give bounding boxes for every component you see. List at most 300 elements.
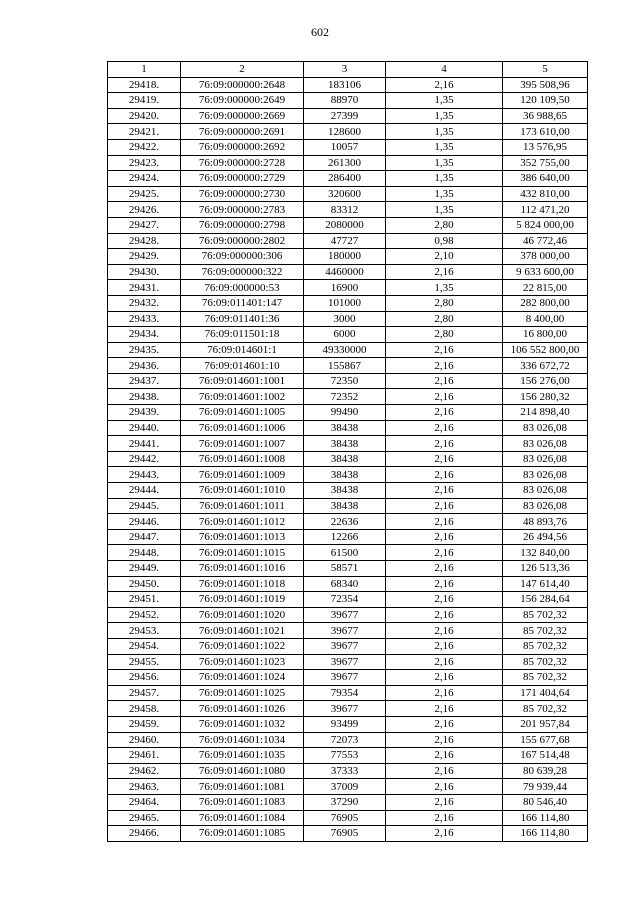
table-row	[108, 280, 588, 296]
amount-cell: 16 800,00	[503, 327, 588, 343]
row-number-cell: 29447.	[108, 529, 181, 545]
cadastral-number-cell: 76:09:014601:1015	[181, 545, 304, 561]
row-number-cell: 29466.	[108, 826, 181, 842]
coefficient-cell: 2,16	[386, 670, 503, 686]
table-row	[108, 217, 588, 233]
row-number-cell: 29449.	[108, 561, 181, 577]
value-cell: 88970	[304, 93, 386, 109]
cadastral-number-cell: 76:09:014601:1009	[181, 467, 304, 483]
cadastral-number-cell: 76:09:014601:1024	[181, 670, 304, 686]
cadastral-number-cell: 76:09:014601:1021	[181, 623, 304, 639]
row-number-cell: 29424.	[108, 171, 181, 187]
amount-cell: 13 576,95	[503, 139, 588, 155]
cadastral-number-cell: 76:09:000000:2729	[181, 171, 304, 187]
cadastral-number-cell: 76:09:011401:36	[181, 311, 304, 327]
coefficient-cell: 2,16	[386, 685, 503, 701]
amount-cell: 85 702,32	[503, 701, 588, 717]
row-number-cell: 29429.	[108, 249, 181, 265]
cadastral-number-cell: 76:09:014601:1026	[181, 701, 304, 717]
row-number-cell: 29418.	[108, 77, 181, 93]
coefficient-cell: 2,16	[386, 467, 503, 483]
value-cell: 76905	[304, 826, 386, 842]
coefficient-cell: 2,16	[386, 592, 503, 608]
amount-cell: 336 672,72	[503, 358, 588, 374]
table-row	[108, 358, 588, 374]
cadastral-number-cell: 76:09:011401:147	[181, 295, 304, 311]
coefficient-cell: 2,16	[386, 498, 503, 514]
cadastral-number-cell: 76:09:000000:2728	[181, 155, 304, 171]
value-cell: 320600	[304, 186, 386, 202]
coefficient-cell: 2,16	[386, 405, 503, 421]
amount-cell: 83 026,08	[503, 436, 588, 452]
cadastral-number-cell: 76:09:014601:10	[181, 358, 304, 374]
column-header-5: 5	[503, 62, 588, 78]
cadastral-number-cell: 76:09:000000:2691	[181, 124, 304, 140]
cadastral-number-cell: 76:09:014601:1007	[181, 436, 304, 452]
coefficient-cell: 2,80	[386, 327, 503, 343]
amount-cell: 8 400,00	[503, 311, 588, 327]
value-cell: 58571	[304, 561, 386, 577]
amount-cell: 166 114,80	[503, 826, 588, 842]
coefficient-cell: 2,16	[386, 342, 503, 358]
amount-cell: 112 471,20	[503, 202, 588, 218]
amount-cell: 156 284,64	[503, 592, 588, 608]
coefficient-cell: 2,10	[386, 249, 503, 265]
amount-cell: 201 957,84	[503, 716, 588, 732]
table-row	[108, 685, 588, 701]
value-cell: 286400	[304, 171, 386, 187]
amount-cell: 85 702,32	[503, 670, 588, 686]
cadastral-number-cell: 76:09:014601:1019	[181, 592, 304, 608]
amount-cell: 378 000,00	[503, 249, 588, 265]
amount-cell: 214 898,40	[503, 405, 588, 421]
cadastral-number-cell: 76:09:014601:1085	[181, 826, 304, 842]
table-row	[108, 748, 588, 764]
row-number-cell: 29448.	[108, 545, 181, 561]
table-row	[108, 202, 588, 218]
amount-cell: 46 772,46	[503, 233, 588, 249]
value-cell: 37333	[304, 763, 386, 779]
row-number-cell: 29446.	[108, 514, 181, 530]
value-cell: 99490	[304, 405, 386, 421]
cadastral-number-cell: 76:09:000000:2798	[181, 217, 304, 233]
cadastral-number-cell: 76:09:000000:53	[181, 280, 304, 296]
table-row	[108, 108, 588, 124]
amount-cell: 106 552 800,00	[503, 342, 588, 358]
row-number-cell: 29432.	[108, 295, 181, 311]
coefficient-cell: 2,16	[386, 420, 503, 436]
cadastral-number-cell: 76:09:000000:2730	[181, 186, 304, 202]
table-row	[108, 623, 588, 639]
value-cell: 72354	[304, 592, 386, 608]
value-cell: 101000	[304, 295, 386, 311]
coefficient-cell: 2,16	[386, 779, 503, 795]
table-row	[108, 561, 588, 577]
cadastral-number-cell: 76:09:014601:1016	[181, 561, 304, 577]
amount-cell: 85 702,32	[503, 638, 588, 654]
value-cell: 49330000	[304, 342, 386, 358]
cadastral-number-cell: 76:09:000000:2783	[181, 202, 304, 218]
table-row	[108, 607, 588, 623]
column-header-3: 3	[304, 62, 386, 78]
table-row	[108, 514, 588, 530]
row-number-cell: 29462.	[108, 763, 181, 779]
value-cell: 76905	[304, 810, 386, 826]
amount-cell: 48 893,76	[503, 514, 588, 530]
table-row	[108, 529, 588, 545]
table-row	[108, 826, 588, 842]
value-cell: 38438	[304, 498, 386, 514]
coefficient-cell: 1,35	[386, 108, 503, 124]
cadastral-number-cell: 76:09:014601:1020	[181, 607, 304, 623]
cadastral-number-cell: 76:09:014601:1084	[181, 810, 304, 826]
row-number-cell: 29434.	[108, 327, 181, 343]
value-cell: 79354	[304, 685, 386, 701]
cadastral-number-cell: 76:09:000000:2669	[181, 108, 304, 124]
table-row	[108, 295, 588, 311]
coefficient-cell: 2,80	[386, 217, 503, 233]
value-cell: 37009	[304, 779, 386, 795]
amount-cell: 5 824 000,00	[503, 217, 588, 233]
cadastral-number-cell: 76:09:014601:1018	[181, 576, 304, 592]
table-row	[108, 327, 588, 343]
cadastral-number-cell: 76:09:014601:1013	[181, 529, 304, 545]
cadastral-number-cell: 76:09:014601:1012	[181, 514, 304, 530]
row-number-cell: 29460.	[108, 732, 181, 748]
table-row	[108, 467, 588, 483]
row-number-cell: 29421.	[108, 124, 181, 140]
cadastral-number-cell: 76:09:014601:1081	[181, 779, 304, 795]
amount-cell: 166 114,80	[503, 810, 588, 826]
row-number-cell: 29425.	[108, 186, 181, 202]
amount-cell: 83 026,08	[503, 498, 588, 514]
row-number-cell: 29459.	[108, 716, 181, 732]
cadastral-number-cell: 76:09:000000:2692	[181, 139, 304, 155]
row-number-cell: 29436.	[108, 358, 181, 374]
coefficient-cell: 2,16	[386, 358, 503, 374]
value-cell: 39677	[304, 638, 386, 654]
cadastral-number-cell: 76:09:000000:322	[181, 264, 304, 280]
coefficient-cell: 2,16	[386, 483, 503, 499]
coefficient-cell: 2,16	[386, 716, 503, 732]
row-number-cell: 29452.	[108, 607, 181, 623]
row-number-cell: 29456.	[108, 670, 181, 686]
value-cell: 38438	[304, 451, 386, 467]
table-row	[108, 779, 588, 795]
value-cell: 68340	[304, 576, 386, 592]
coefficient-cell: 2,16	[386, 545, 503, 561]
table-row	[108, 576, 588, 592]
column-header-4: 4	[386, 62, 503, 78]
row-number-cell: 29427.	[108, 217, 181, 233]
table-row	[108, 311, 588, 327]
value-cell: 38438	[304, 483, 386, 499]
coefficient-cell: 2,16	[386, 794, 503, 810]
coefficient-cell: 1,35	[386, 155, 503, 171]
amount-cell: 167 514,48	[503, 748, 588, 764]
cadastral-number-cell: 76:09:014601:1002	[181, 389, 304, 405]
amount-cell: 80 639,28	[503, 763, 588, 779]
cadastral-number-cell: 76:09:014601:1011	[181, 498, 304, 514]
value-cell: 261300	[304, 155, 386, 171]
coefficient-cell: 2,16	[386, 638, 503, 654]
row-number-cell: 29441.	[108, 436, 181, 452]
column-header-1: 1	[108, 62, 181, 78]
amount-cell: 173 610,00	[503, 124, 588, 140]
table-row	[108, 373, 588, 389]
value-cell: 61500	[304, 545, 386, 561]
value-cell: 83312	[304, 202, 386, 218]
cadastral-number-cell: 76:09:000000:2649	[181, 93, 304, 109]
coefficient-cell: 2,16	[386, 576, 503, 592]
table-row	[108, 155, 588, 171]
amount-cell: 156 276,00	[503, 373, 588, 389]
table-row	[108, 545, 588, 561]
amount-cell: 126 513,36	[503, 561, 588, 577]
coefficient-cell: 2,16	[386, 654, 503, 670]
cadastral-number-cell: 76:09:014601:1010	[181, 483, 304, 499]
table-row	[108, 483, 588, 499]
coefficient-cell: 2,16	[386, 623, 503, 639]
cadastral-number-cell: 76:09:014601:1022	[181, 638, 304, 654]
coefficient-cell: 1,35	[386, 139, 503, 155]
amount-cell: 85 702,32	[503, 607, 588, 623]
cadastral-number-cell: 76:09:014601:1025	[181, 685, 304, 701]
amount-cell: 282 800,00	[503, 295, 588, 311]
value-cell: 93499	[304, 716, 386, 732]
coefficient-cell: 1,35	[386, 171, 503, 187]
table-row	[108, 498, 588, 514]
amount-cell: 395 508,96	[503, 77, 588, 93]
cadastral-number-cell: 76:09:011501:18	[181, 327, 304, 343]
value-cell: 37290	[304, 794, 386, 810]
coefficient-cell: 2,80	[386, 311, 503, 327]
row-number-cell: 29430.	[108, 264, 181, 280]
row-number-cell: 29438.	[108, 389, 181, 405]
amount-cell: 85 702,32	[503, 654, 588, 670]
cadastral-number-cell: 76:09:014601:1034	[181, 732, 304, 748]
amount-cell: 132 840,00	[503, 545, 588, 561]
table-row	[108, 638, 588, 654]
value-cell: 39677	[304, 701, 386, 717]
row-number-cell: 29458.	[108, 701, 181, 717]
table-row	[108, 716, 588, 732]
table-row	[108, 592, 588, 608]
table-row	[108, 451, 588, 467]
value-cell: 38438	[304, 467, 386, 483]
table-row	[108, 405, 588, 421]
value-cell: 2080000	[304, 217, 386, 233]
coefficient-cell: 2,16	[386, 607, 503, 623]
row-number-cell: 29442.	[108, 451, 181, 467]
table-row	[108, 171, 588, 187]
value-cell: 39677	[304, 654, 386, 670]
table-row	[108, 436, 588, 452]
amount-cell: 26 494,56	[503, 529, 588, 545]
amount-cell: 171 404,64	[503, 685, 588, 701]
row-number-cell: 29450.	[108, 576, 181, 592]
coefficient-cell: 2,16	[386, 748, 503, 764]
cadastral-number-cell: 76:09:014601:1008	[181, 451, 304, 467]
table-body	[108, 77, 588, 841]
cadastral-number-cell: 76:09:014601:1001	[181, 373, 304, 389]
row-number-cell: 29419.	[108, 93, 181, 109]
value-cell: 22636	[304, 514, 386, 530]
amount-cell: 83 026,08	[503, 451, 588, 467]
value-cell: 38438	[304, 420, 386, 436]
amount-cell: 147 614,40	[503, 576, 588, 592]
amount-cell: 36 988,65	[503, 108, 588, 124]
row-number-cell: 29453.	[108, 623, 181, 639]
row-number-cell: 29435.	[108, 342, 181, 358]
coefficient-cell: 1,35	[386, 186, 503, 202]
value-cell: 27399	[304, 108, 386, 124]
coefficient-cell: 2,16	[386, 514, 503, 530]
value-cell: 180000	[304, 249, 386, 265]
cadastral-number-cell: 76:09:000000:2648	[181, 77, 304, 93]
row-number-cell: 29455.	[108, 654, 181, 670]
value-cell: 47727	[304, 233, 386, 249]
row-number-cell: 29445.	[108, 498, 181, 514]
coefficient-cell: 2,16	[386, 77, 503, 93]
amount-cell: 79 939,44	[503, 779, 588, 795]
value-cell: 39677	[304, 670, 386, 686]
row-number-cell: 29439.	[108, 405, 181, 421]
row-number-cell: 29423.	[108, 155, 181, 171]
column-header-2: 2	[181, 62, 304, 78]
table-row	[108, 124, 588, 140]
row-number-cell: 29454.	[108, 638, 181, 654]
table-row	[108, 249, 588, 265]
cadastral-number-cell: 76:09:000000:2802	[181, 233, 304, 249]
amount-cell: 80 546,40	[503, 794, 588, 810]
coefficient-cell: 2,16	[386, 451, 503, 467]
coefficient-cell: 2,16	[386, 826, 503, 842]
coefficient-cell: 2,16	[386, 732, 503, 748]
row-number-cell: 29464.	[108, 794, 181, 810]
row-number-cell: 29463.	[108, 779, 181, 795]
row-number-cell: 29465.	[108, 810, 181, 826]
table-row	[108, 186, 588, 202]
table-row	[108, 654, 588, 670]
value-cell: 3000	[304, 311, 386, 327]
table-row	[108, 233, 588, 249]
coefficient-cell: 2,16	[386, 436, 503, 452]
cadastral-number-cell: 76:09:000000:306	[181, 249, 304, 265]
table-row	[108, 670, 588, 686]
cadastral-number-cell: 76:09:014601:1023	[181, 654, 304, 670]
cadastral-number-cell: 76:09:014601:1080	[181, 763, 304, 779]
coefficient-cell: 2,16	[386, 529, 503, 545]
amount-cell: 155 677,68	[503, 732, 588, 748]
value-cell: 183106	[304, 77, 386, 93]
row-number-cell: 29437.	[108, 373, 181, 389]
value-cell: 38438	[304, 436, 386, 452]
row-number-cell: 29422.	[108, 139, 181, 155]
value-cell: 77553	[304, 748, 386, 764]
page-number: 602	[311, 25, 329, 39]
coefficient-cell: 2,16	[386, 810, 503, 826]
row-number-cell: 29420.	[108, 108, 181, 124]
row-number-cell: 29426.	[108, 202, 181, 218]
cadastral-number-cell: 76:09:014601:1005	[181, 405, 304, 421]
table-row	[108, 763, 588, 779]
coefficient-cell: 2,16	[386, 561, 503, 577]
amount-cell: 352 755,00	[503, 155, 588, 171]
value-cell: 4460000	[304, 264, 386, 280]
value-cell: 6000	[304, 327, 386, 343]
cadastral-number-cell: 76:09:014601:1	[181, 342, 304, 358]
amount-cell: 22 815,00	[503, 280, 588, 296]
row-number-cell: 29461.	[108, 748, 181, 764]
row-number-cell: 29443.	[108, 467, 181, 483]
row-number-cell: 29440.	[108, 420, 181, 436]
amount-cell: 9 633 600,00	[503, 264, 588, 280]
table-row	[108, 389, 588, 405]
value-cell: 155867	[304, 358, 386, 374]
coefficient-cell: 0,98	[386, 233, 503, 249]
table-row	[108, 342, 588, 358]
amount-cell: 83 026,08	[503, 467, 588, 483]
row-number-cell: 29451.	[108, 592, 181, 608]
coefficient-cell: 1,35	[386, 280, 503, 296]
coefficient-cell: 2,80	[386, 295, 503, 311]
value-cell: 10057	[304, 139, 386, 155]
coefficient-cell: 2,16	[386, 763, 503, 779]
row-number-cell: 29457.	[108, 685, 181, 701]
amount-cell: 83 026,08	[503, 483, 588, 499]
amount-cell: 120 109,50	[503, 93, 588, 109]
cadastral-number-cell: 76:09:014601:1032	[181, 716, 304, 732]
table-header-row	[108, 62, 588, 78]
amount-cell: 432 810,00	[503, 186, 588, 202]
table-row	[108, 264, 588, 280]
coefficient-cell: 2,16	[386, 389, 503, 405]
row-number-cell: 29428.	[108, 233, 181, 249]
table-row	[108, 810, 588, 826]
coefficient-cell: 1,35	[386, 202, 503, 218]
coefficient-cell: 2,16	[386, 701, 503, 717]
value-cell: 72350	[304, 373, 386, 389]
table-row	[108, 77, 588, 93]
cadastral-number-cell: 76:09:014601:1006	[181, 420, 304, 436]
value-cell: 72073	[304, 732, 386, 748]
value-cell: 16900	[304, 280, 386, 296]
row-number-cell: 29433.	[108, 311, 181, 327]
value-cell: 128600	[304, 124, 386, 140]
cadastral-number-cell: 76:09:014601:1035	[181, 748, 304, 764]
value-cell: 39677	[304, 607, 386, 623]
amount-cell: 83 026,08	[503, 420, 588, 436]
amount-cell: 386 640,00	[503, 171, 588, 187]
value-cell: 12266	[304, 529, 386, 545]
coefficient-cell: 2,16	[386, 373, 503, 389]
table-row	[108, 794, 588, 810]
data-table	[107, 61, 588, 842]
row-number-cell: 29444.	[108, 483, 181, 499]
row-number-cell: 29431.	[108, 280, 181, 296]
table-row	[108, 732, 588, 748]
coefficient-cell: 1,35	[386, 124, 503, 140]
table-row	[108, 139, 588, 155]
value-cell: 39677	[304, 623, 386, 639]
amount-cell: 85 702,32	[503, 623, 588, 639]
cadastral-number-cell: 76:09:014601:1083	[181, 794, 304, 810]
amount-cell: 156 280,32	[503, 389, 588, 405]
table-row	[108, 93, 588, 109]
table-row	[108, 701, 588, 717]
coefficient-cell: 1,35	[386, 93, 503, 109]
